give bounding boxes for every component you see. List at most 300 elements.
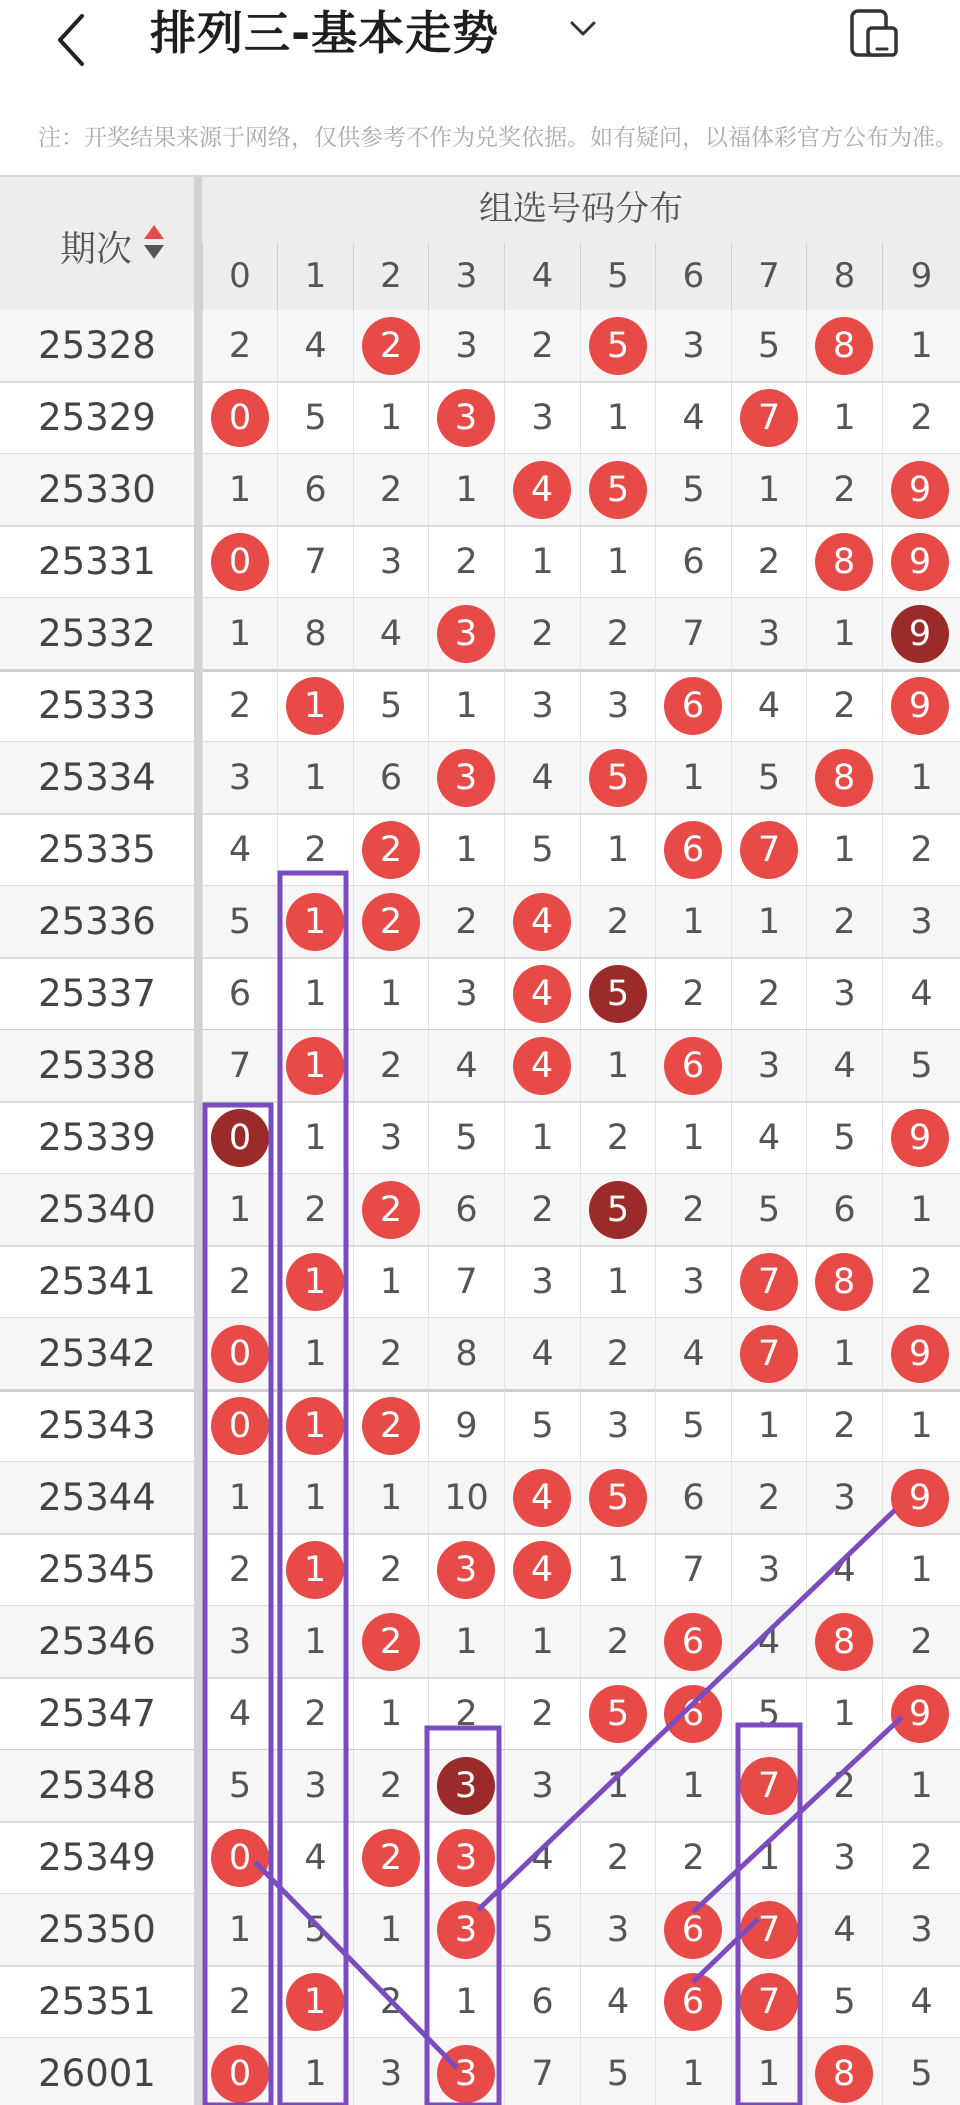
miss-count: 2 — [833, 686, 856, 726]
miss-count: 5 — [531, 1406, 554, 1446]
distribution-cell — [202, 454, 277, 526]
hit-ball: 6 — [664, 1685, 722, 1743]
period-cell: 25335 — [38, 828, 156, 871]
distribution-cell — [806, 1606, 882, 1678]
distribution-cell — [655, 958, 731, 1030]
hit-ball: 7 — [740, 389, 798, 447]
distribution-cell — [504, 2038, 580, 2105]
distribution-cell — [428, 1462, 504, 1534]
miss-count: 3 — [833, 1478, 856, 1518]
miss-count: 3 — [606, 1406, 630, 1446]
miss-count: 1 — [379, 1478, 403, 1518]
hit-ball: 2 — [362, 1613, 420, 1671]
distribution-cell — [202, 1678, 277, 1750]
distribution-cell — [277, 1030, 353, 1102]
miss-count: 5 — [757, 758, 781, 798]
miss-count: 3 — [606, 1910, 630, 1950]
miss-count: 3 — [757, 614, 781, 654]
miss-count: 4 — [228, 830, 252, 870]
distribution-cell — [428, 670, 504, 742]
miss-count: 1 — [757, 902, 781, 942]
distribution-cell — [731, 454, 806, 526]
hit-ball: 6 — [664, 677, 722, 735]
miss-count: 2 — [228, 1262, 252, 1302]
hit-ball: 4 — [513, 893, 571, 951]
miss-count: 3 — [531, 1262, 554, 1302]
miss-count: 5 — [606, 2054, 630, 2094]
distribution-cell — [731, 670, 806, 742]
miss-count: 2 — [304, 1694, 327, 1734]
distribution-cell — [580, 2038, 655, 2105]
miss-count: 2 — [228, 326, 252, 366]
distribution-cell — [428, 382, 504, 454]
distribution-cell — [580, 1894, 655, 1966]
distribution-cell — [655, 1318, 731, 1390]
miss-count: 2 — [531, 1190, 554, 1230]
miss-count: 4 — [682, 398, 705, 438]
period-cell: 25334 — [38, 756, 156, 799]
distribution-cell — [428, 742, 504, 814]
period-cell: 25351 — [38, 1980, 156, 2023]
distribution-cell — [504, 598, 580, 670]
distribution-cell — [428, 814, 504, 886]
distribution-cell — [504, 1030, 580, 1102]
hit-ball: 5 — [589, 749, 647, 807]
distribution-cell — [504, 1318, 580, 1390]
miss-count: 1 — [228, 1478, 252, 1518]
distribution-cell — [428, 598, 504, 670]
chevron-down-icon[interactable] — [568, 14, 598, 44]
hit-ball: 3 — [437, 749, 495, 807]
miss-count: 1 — [228, 1190, 252, 1230]
miss-count: 2 — [379, 1982, 403, 2022]
distribution-cell — [731, 1894, 806, 1966]
miss-count: 4 — [228, 1694, 252, 1734]
miss-count: 2 — [910, 1262, 933, 1302]
distribution-cell — [580, 1462, 655, 1534]
miss-count: 2 — [531, 614, 554, 654]
miss-count: 5 — [228, 1766, 252, 1806]
hit-ball: 6 — [664, 1901, 722, 1959]
miss-count: 1 — [757, 1838, 781, 1878]
hit-ball: 1 — [286, 1037, 344, 1095]
miss-count: 3 — [531, 686, 554, 726]
table-row — [0, 1390, 960, 1462]
distribution-cell — [655, 1606, 731, 1678]
distribution-cell — [882, 1318, 960, 1390]
hit-ball: 1 — [286, 677, 344, 735]
distribution-cell — [428, 2038, 504, 2105]
distribution-cell — [504, 1246, 580, 1318]
repeat-hit-ball: 3 — [437, 1757, 495, 1815]
distribution-cell — [277, 1822, 353, 1894]
distribution-cell — [806, 1102, 882, 1174]
distribution-cell — [580, 310, 655, 382]
miss-count: 6 — [379, 758, 403, 798]
hit-ball: 0 — [211, 1829, 269, 1887]
hit-ball: 2 — [362, 1829, 420, 1887]
miss-count: 2 — [757, 974, 781, 1014]
miss-count: 1 — [910, 1190, 933, 1230]
miss-count: 7 — [455, 1262, 478, 1302]
sort-icon[interactable] — [143, 223, 165, 263]
miss-count: 2 — [304, 830, 327, 870]
distribution-cell — [731, 1606, 806, 1678]
miss-count: 5 — [304, 1910, 327, 1950]
distribution-cell — [806, 1030, 882, 1102]
distribution-cell — [202, 886, 277, 958]
distribution-cell — [655, 454, 731, 526]
miss-count: 2 — [910, 398, 933, 438]
distribution-cell — [806, 526, 882, 598]
group-number-distribution-header: 组选号码分布 — [202, 175, 960, 243]
miss-count: 2 — [606, 614, 630, 654]
distribution-cell — [504, 1606, 580, 1678]
miss-count: 1 — [531, 1118, 554, 1158]
miss-count: 2 — [833, 902, 856, 942]
distribution-cell — [731, 1390, 806, 1462]
distribution-cell — [655, 1534, 731, 1606]
distribution-cell — [806, 1678, 882, 1750]
period-cell: 25341 — [38, 1260, 156, 1303]
digit-header-6: 6 — [655, 243, 731, 310]
hit-ball: 1 — [286, 1973, 344, 2031]
hit-ball: 0 — [211, 1397, 269, 1455]
distribution-cell — [504, 382, 580, 454]
distribution-cell — [882, 454, 960, 526]
hit-ball: 3 — [437, 605, 495, 663]
hit-ball: 8 — [815, 1613, 873, 1671]
miss-count: 5 — [379, 686, 403, 726]
device-switch-icon[interactable] — [848, 8, 902, 58]
miss-count: 3 — [304, 1766, 327, 1806]
hit-ball: 6 — [664, 1973, 722, 2031]
distribution-cell — [428, 1534, 504, 1606]
distribution-cell — [882, 1678, 960, 1750]
app-header — [0, 0, 960, 110]
distribution-cell — [731, 2038, 806, 2105]
miss-count: 4 — [833, 1046, 856, 1086]
miss-count: 1 — [304, 1118, 327, 1158]
distribution-cell — [655, 1102, 731, 1174]
period-cell: 25347 — [38, 1692, 156, 1735]
distribution-cell — [202, 310, 277, 382]
distribution-cell — [353, 1534, 428, 1606]
distribution-cell — [202, 1606, 277, 1678]
hit-ball: 7 — [740, 1325, 798, 1383]
table-row — [0, 1102, 960, 1174]
distribution-cell — [202, 1966, 277, 2038]
distribution-cell — [580, 1534, 655, 1606]
back-arrow-icon[interactable] — [52, 10, 92, 70]
hit-ball: 5 — [589, 1469, 647, 1527]
miss-count: 7 — [682, 614, 705, 654]
miss-count: 2 — [757, 1478, 781, 1518]
hit-ball: 9 — [891, 1109, 949, 1167]
miss-count: 5 — [682, 470, 705, 510]
distribution-cell — [731, 886, 806, 958]
miss-count: 1 — [606, 1550, 630, 1590]
distribution-cell — [428, 1606, 504, 1678]
distribution-cell — [428, 1390, 504, 1462]
period-cell: 25348 — [38, 1764, 156, 1807]
distribution-cell — [428, 1966, 504, 2038]
distribution-cell — [277, 958, 353, 1030]
distribution-cell — [202, 814, 277, 886]
distribution-cell — [731, 1822, 806, 1894]
hit-ball: 9 — [891, 1325, 949, 1383]
distribution-cell — [731, 742, 806, 814]
distribution-cell — [655, 814, 731, 886]
distribution-cell — [353, 454, 428, 526]
miss-count: 5 — [757, 1694, 781, 1734]
distribution-cell — [882, 598, 960, 670]
period-cell: 25333 — [38, 684, 156, 727]
table-row — [0, 1966, 960, 2038]
miss-count: 4 — [379, 614, 403, 654]
miss-count: 1 — [910, 758, 933, 798]
hit-ball: 8 — [815, 533, 873, 591]
distribution-cell — [277, 1750, 353, 1822]
miss-count: 1 — [833, 830, 856, 870]
digit-header-1: 1 — [277, 243, 353, 310]
distribution-cell — [882, 1966, 960, 2038]
miss-count: 2 — [379, 1550, 403, 1590]
distribution-cell — [202, 1750, 277, 1822]
distribution-cell — [202, 1030, 277, 1102]
distribution-cell — [277, 382, 353, 454]
distribution-cell — [731, 1678, 806, 1750]
distribution-cell — [580, 1750, 655, 1822]
distribution-cell — [655, 310, 731, 382]
miss-count: 1 — [531, 542, 554, 582]
table-row — [0, 454, 960, 526]
distribution-cell — [731, 1966, 806, 2038]
distribution-cell — [277, 310, 353, 382]
table-row — [0, 742, 960, 814]
miss-count: 8 — [455, 1334, 478, 1374]
distribution-cell — [731, 526, 806, 598]
distribution-cell — [655, 742, 731, 814]
distribution-cell — [806, 382, 882, 454]
distribution-cell — [580, 1606, 655, 1678]
hit-ball: 5 — [589, 1685, 647, 1743]
miss-count: 3 — [757, 1550, 781, 1590]
distribution-cell — [202, 1246, 277, 1318]
hit-ball: 6 — [664, 1613, 722, 1671]
digit-header-9: 9 — [882, 243, 960, 310]
hit-ball: 2 — [362, 1397, 420, 1455]
trend-table — [0, 175, 960, 2105]
distribution-cell — [428, 1102, 504, 1174]
distribution-cell — [882, 382, 960, 454]
distribution-cell — [806, 886, 882, 958]
repeat-hit-ball: 5 — [589, 965, 647, 1023]
distribution-cell — [202, 1534, 277, 1606]
miss-count: 1 — [304, 1622, 327, 1662]
hit-ball: 9 — [891, 1469, 949, 1527]
digit-header-8: 8 — [806, 243, 882, 310]
distribution-cell — [806, 742, 882, 814]
miss-count: 1 — [757, 2054, 781, 2094]
table-row — [0, 1174, 960, 1246]
hit-ball: 4 — [513, 965, 571, 1023]
distribution-cell — [504, 310, 580, 382]
distribution-cell — [882, 958, 960, 1030]
distribution-cell — [580, 1246, 655, 1318]
distribution-cell — [806, 1534, 882, 1606]
table-row — [0, 1318, 960, 1390]
period-header-cell[interactable] — [0, 175, 194, 310]
miss-count: 2 — [606, 1334, 630, 1374]
miss-count: 3 — [228, 1622, 252, 1662]
distribution-cell — [504, 526, 580, 598]
miss-count: 5 — [757, 1190, 781, 1230]
distribution-cell — [731, 1462, 806, 1534]
distribution-cell — [806, 1822, 882, 1894]
miss-count: 1 — [682, 1766, 705, 1806]
digit-header-4: 4 — [504, 243, 580, 310]
period-header-label: 期次 — [60, 229, 133, 270]
distribution-cell — [882, 310, 960, 382]
miss-count: 4 — [304, 326, 327, 366]
miss-count: 1 — [682, 902, 705, 942]
table-row — [0, 1894, 960, 1966]
miss-count: 3 — [379, 1118, 403, 1158]
distribution-cell — [504, 1822, 580, 1894]
miss-count: 5 — [910, 1046, 933, 1086]
distribution-cell — [428, 1678, 504, 1750]
repeat-hit-ball: 0 — [211, 1109, 269, 1167]
miss-count: 1 — [910, 326, 933, 366]
distribution-cell — [504, 886, 580, 958]
miss-count: 1 — [304, 2054, 327, 2094]
distribution-cell — [655, 1174, 731, 1246]
distribution-cell — [655, 1966, 731, 2038]
miss-count: 3 — [757, 1046, 781, 1086]
distribution-cell — [202, 670, 277, 742]
distribution-cell — [882, 670, 960, 742]
period-cell: 25338 — [38, 1044, 156, 1087]
table-row — [0, 670, 960, 742]
miss-count: 2 — [682, 974, 705, 1014]
distribution-cell — [731, 1750, 806, 1822]
miss-count: 1 — [833, 1694, 856, 1734]
distribution-cell — [353, 2038, 428, 2105]
miss-count: 4 — [531, 1838, 554, 1878]
distribution-cell — [504, 1534, 580, 1606]
distribution-cell — [277, 1966, 353, 2038]
distribution-cell — [882, 1390, 960, 1462]
period-cell: 25346 — [38, 1620, 156, 1663]
distribution-cell — [504, 1102, 580, 1174]
miss-count: 1 — [304, 1478, 327, 1518]
miss-count: 10 — [444, 1478, 489, 1518]
miss-count: 4 — [455, 1046, 478, 1086]
distribution-cell — [353, 1246, 428, 1318]
miss-count: 6 — [682, 542, 705, 582]
distribution-cell — [428, 310, 504, 382]
hit-ball: 3 — [437, 1541, 495, 1599]
distribution-cell — [882, 526, 960, 598]
miss-count: 1 — [682, 1118, 705, 1158]
distribution-cell — [806, 1750, 882, 1822]
table-row — [0, 1246, 960, 1318]
miss-count: 7 — [682, 1550, 705, 1590]
distribution-cell — [504, 1390, 580, 1462]
distribution-cell — [806, 1246, 882, 1318]
miss-count: 2 — [910, 830, 933, 870]
digit-header-7: 7 — [731, 243, 806, 310]
miss-count: 2 — [833, 1406, 856, 1446]
miss-count: 4 — [910, 974, 933, 1014]
table-row — [0, 1750, 960, 1822]
miss-count: 4 — [757, 1118, 781, 1158]
distribution-cell — [806, 310, 882, 382]
period-cell: 25343 — [38, 1404, 156, 1447]
miss-count: 3 — [833, 974, 856, 1014]
miss-count: 1 — [606, 1262, 630, 1302]
distribution-cell — [655, 2038, 731, 2105]
distribution-cell — [353, 670, 428, 742]
hit-ball: 1 — [286, 1253, 344, 1311]
distribution-cell — [428, 454, 504, 526]
miss-count: 2 — [833, 1766, 856, 1806]
miss-count: 3 — [455, 974, 478, 1014]
hit-ball: 2 — [362, 893, 420, 951]
miss-count: 3 — [531, 1766, 554, 1806]
miss-count: 1 — [379, 1910, 403, 1950]
miss-count: 1 — [757, 1406, 781, 1446]
miss-count: 3 — [833, 1838, 856, 1878]
distribution-cell — [731, 1246, 806, 1318]
distribution-cell — [277, 1678, 353, 1750]
miss-count: 1 — [682, 2054, 705, 2094]
table-row — [0, 598, 960, 670]
miss-count: 6 — [304, 470, 327, 510]
hit-ball: 4 — [513, 1469, 571, 1527]
miss-count: 3 — [682, 326, 705, 366]
distribution-cell — [580, 1318, 655, 1390]
period-cell: 25328 — [38, 324, 156, 367]
repeat-hit-ball: 9 — [891, 605, 949, 663]
hit-ball: 5 — [589, 461, 647, 519]
miss-count: 1 — [833, 398, 856, 438]
miss-count: 2 — [379, 1046, 403, 1086]
digit-header-5: 5 — [580, 243, 655, 310]
distribution-cell — [504, 1678, 580, 1750]
distribution-cell — [277, 1894, 353, 1966]
hit-ball: 9 — [891, 461, 949, 519]
distribution-cell — [655, 1750, 731, 1822]
distribution-cell — [655, 598, 731, 670]
hit-ball: 3 — [437, 2045, 495, 2103]
miss-count: 2 — [606, 1118, 630, 1158]
distribution-cell — [504, 1462, 580, 1534]
period-cell: 25336 — [38, 900, 156, 943]
distribution-cell — [882, 886, 960, 958]
distribution-cell — [202, 1894, 277, 1966]
distribution-cell — [806, 598, 882, 670]
period-cell: 25329 — [38, 396, 156, 439]
table-row — [0, 1462, 960, 1534]
distribution-cell — [504, 958, 580, 1030]
table-row — [0, 382, 960, 454]
distribution-cell — [353, 1822, 428, 1894]
miss-count: 1 — [910, 1406, 933, 1446]
distribution-cell — [806, 1390, 882, 1462]
distribution-cell — [202, 598, 277, 670]
